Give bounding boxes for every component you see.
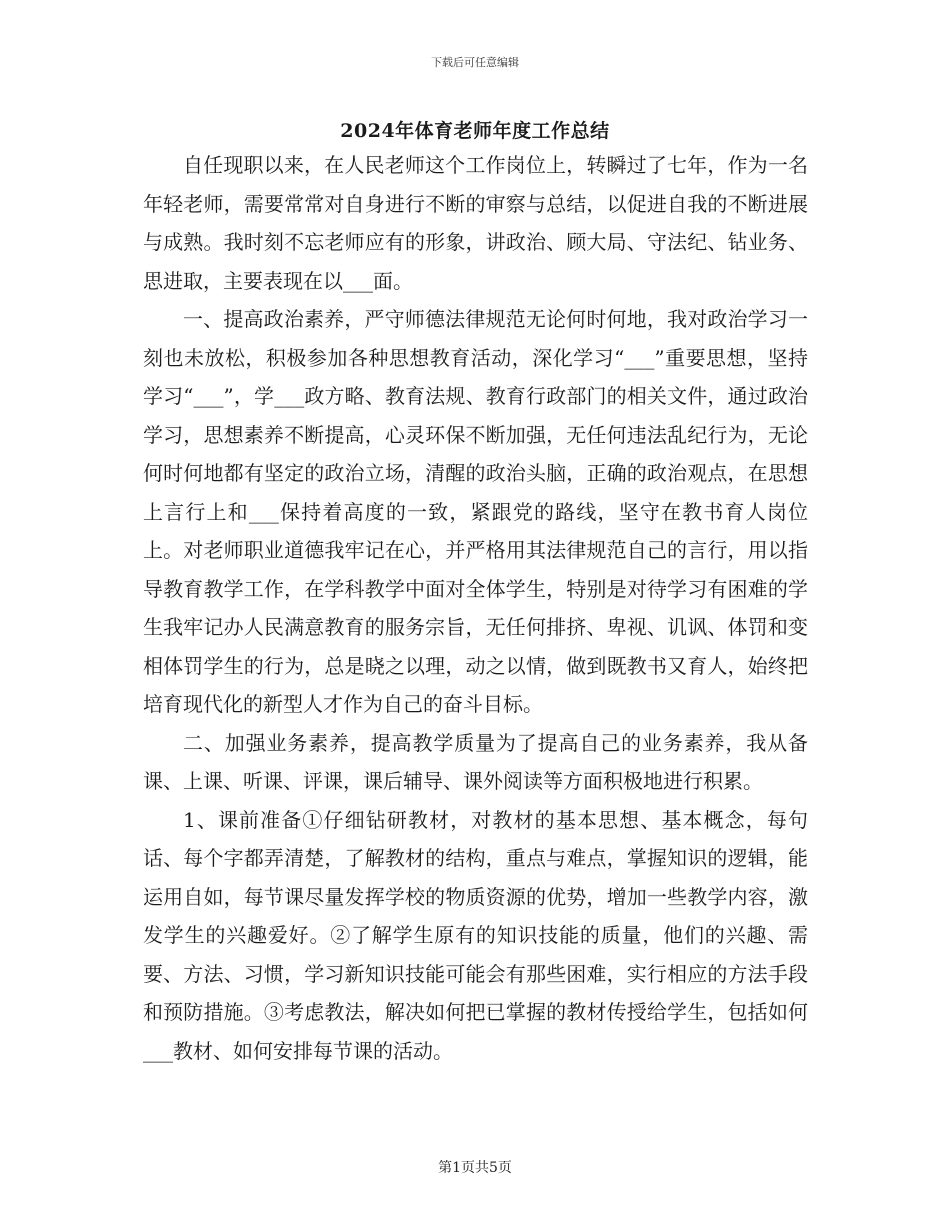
paragraph-professional-literacy: 二、加强业务素养，提高教学质量为了提高自己的业务素养，我从备课、上课、听课、评课，课后辅导、课外阅读等方面积极地进行积累。 [143,730,808,793]
paragraph-political-literacy: 一、提高政治素养，严守师德法律规范无论何时何地，我对政治学习一刻也未放松，积极参加各种思想教育活动，深化学习“___”重要思想，坚持学习“___”，学___政方略、教育法规、教育行政部门的相关文件，通过政治学习，思想素养不断提高，心灵环保不断加强，无任何违法乱纪行为，无论何时何地都有坚定的政治立场，清醒的政治头脑，正确的政治观点，在思想上言行上和___保持着高度的一致，紧跟党的路线，坚守在教书育人岗位上。对老师职业道德我牢记在心，并严格用其法律规范自己的言行，用以指导教育教学工作，在学科教学中面对全体学生，特别是对待学习有困难的学生我牢记办人民满意教育的服务宗旨，无任何排挤、卑视、讥讽、体罚和变相体罚学生的行为，总是晓之以理，动之以情，做到既教书又育人，始终把培育现代化的新型人才作为自己的奋斗目标。 [143,307,808,716]
document-body [143,146,808,1070]
paragraph-intro: 自任现职以来，在人民老师这个工作岗位上，转瞬过了七年，作为一名年轻老师，需要常常对自身进行不断的审察与总结，以促进自我的不断进展与成熟。我时刻不忘老师应有的形象，讲政治、顾大局、守法纪、钻业务、思进取，主要表现在以___面。 [143,153,808,293]
paragraph-lesson-preparation: 1、课前准备①仔细钻研教材，对教材的基本思想、基本概念，每句话、每个字都弄清楚，了解教材的结构，重点与难点，掌握知识的逻辑，能运用自如，每节课尽量发挥学校的物质资源的优势，增加一些教学内容，激发学生的兴趣爱好。②了解学生原有的知识技能的质量，他们的兴趣、需要、方法、习惯，学习新知识技能可能会有那些困难，实行相应的方法手段和预防措施。③考虑教法，解决如何把已掌握的教材传授给学生，包括如何___教材、如何安排每节课的活动。 [143,807,808,1063]
page-footer: 第1页共5页 [438,1160,512,1176]
document-title: 2024年体育老师年度工作总结 [340,120,610,142]
header-note: 下载后可任意编辑 [431,56,519,69]
